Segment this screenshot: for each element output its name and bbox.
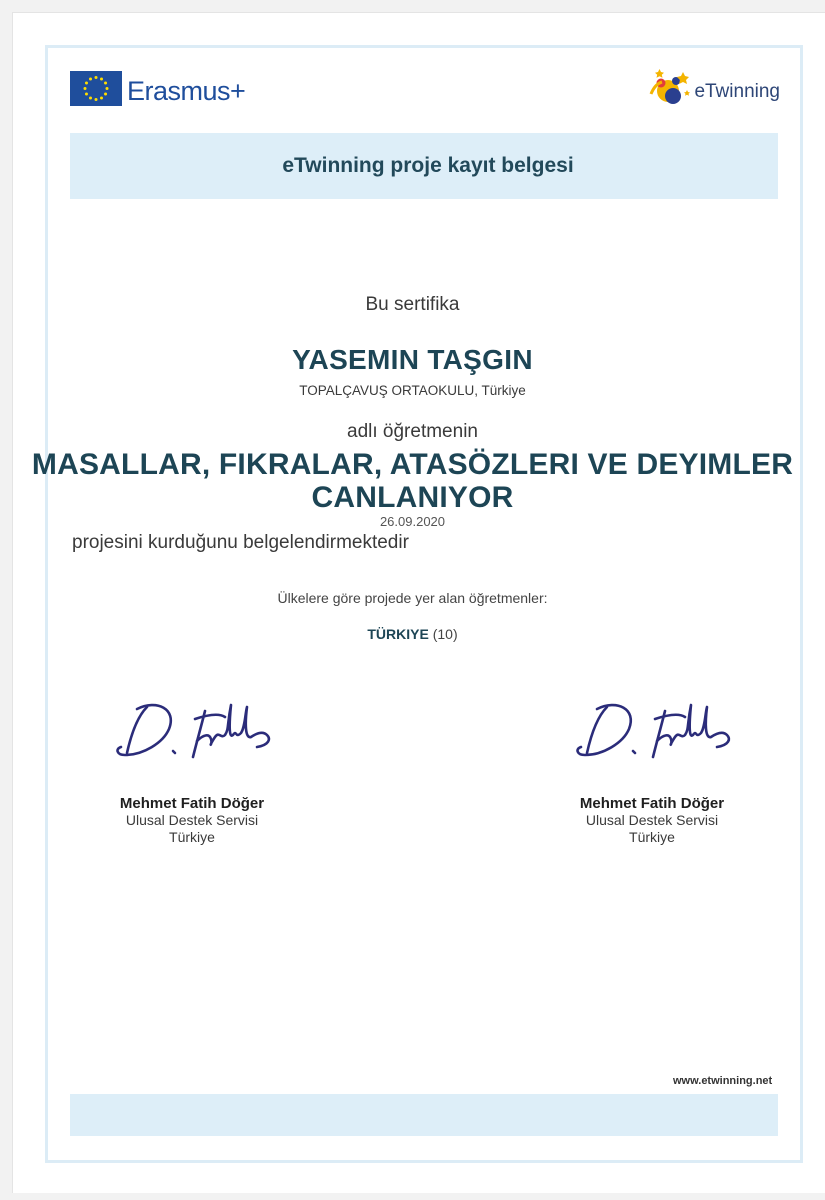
eu-star-icon (104, 92, 107, 95)
purpose-text: projesini kurduğunu belgelendirmektedir (72, 532, 409, 553)
project-title-line1: MASALLAR, FIKRALAR, ATASÖZLERI VE DEYIMLER (31, 448, 794, 481)
website-link[interactable]: www.etwinning.net (673, 1075, 773, 1087)
intro-text: Bu sertifika (365, 294, 460, 315)
school-name: TOPALÇAVUŞ ORTAOKULU, Türkiye (299, 383, 526, 398)
etwinning-wordmark: eTwinning (694, 81, 780, 102)
eu-star-icon (89, 77, 92, 80)
teacher-suffix: adlı öğretmenin (347, 421, 478, 442)
eu-flag-icon (70, 71, 122, 106)
eu-star-icon (104, 81, 107, 84)
countries-label: Ülkelere göre projede yer alan öğretmenler: (277, 590, 548, 606)
etwinning-logo-icon (646, 66, 692, 112)
signature-block-right (502, 695, 802, 846)
eu-star-icon (85, 92, 88, 95)
eu-star-icon (95, 76, 98, 79)
signatory-role: Ulusal Destek Servisi (125, 812, 259, 828)
certificate-title: eTwinning proje kayıt belgesi (282, 154, 574, 177)
signatory-name: Mehmet Fatih Döğer (579, 795, 725, 812)
signature-icon (107, 695, 277, 767)
signature-icon (567, 695, 737, 767)
eu-star-icon (100, 77, 103, 80)
project-date: 26.09.2020 (379, 514, 446, 529)
erasmus-wordmark: Erasmus+ (127, 75, 246, 106)
project-title (0, 448, 825, 514)
eu-star-icon (89, 96, 92, 99)
eu-star-icon (85, 81, 88, 84)
eu-star-icon (106, 87, 109, 90)
signatory-name: Mehmet Fatih Döğer (119, 795, 265, 812)
signatory-role: Ulusal Destek Servisi (585, 812, 719, 828)
project-title-line2: CANLANIYOR (311, 481, 514, 514)
signatory-country: Türkiye (629, 829, 675, 845)
country-count: (10) (432, 626, 458, 642)
eu-star-icon (84, 87, 87, 90)
country-name: TÜRKIYE (367, 626, 429, 642)
signature-block-left (42, 695, 342, 846)
signatory-country: Türkiye (169, 829, 215, 845)
eu-star-icon (95, 98, 98, 101)
country-entry (0, 626, 825, 642)
header-band (70, 133, 778, 199)
erasmus-logo (70, 70, 245, 106)
teacher-name: YASEMIN TAŞGIN (292, 344, 533, 375)
etwinning-logo (646, 66, 780, 112)
footer-band (70, 1094, 778, 1136)
eu-star-icon (100, 96, 103, 99)
